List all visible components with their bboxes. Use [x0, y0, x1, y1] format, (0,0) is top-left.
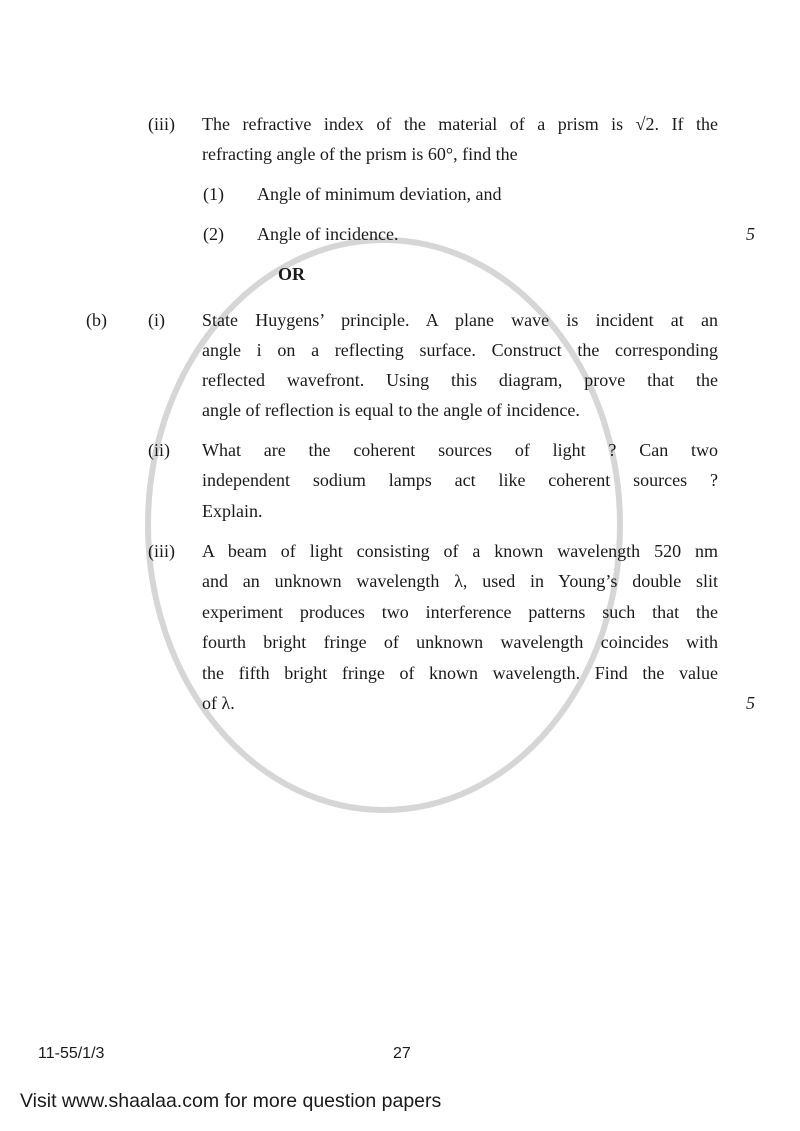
question-text-line: The refractive index of the material of a prism is √2. If the — [202, 114, 718, 134]
question-text-line: angle of reflection is equal to the angle of incidence. — [202, 400, 580, 420]
question-text-line: What are the coherent sources of light ? Can two — [202, 440, 718, 460]
question-text-line: refracting angle of the prism is 60°, find the — [202, 144, 518, 164]
question-text-line: A beam of light consisting of a known wavelength 520 nm — [202, 541, 718, 561]
question-text-line: Explain. — [202, 501, 263, 521]
question-text-line: fourth bright fringe of unknown wavelength coincides with — [202, 632, 718, 652]
or-separator: OR — [278, 264, 305, 284]
question-text-line: the fifth bright fringe of known wavelength. Find the value — [202, 663, 718, 683]
visit-link[interactable]: Visit www.shaalaa.com for more question papers — [20, 1090, 442, 1112]
question-label: (iii) — [148, 114, 175, 134]
question-text-line: experiment produces two interference patterns such that the — [202, 602, 718, 622]
question-text-line: angle i on a reflecting surface. Construct the corresponding — [202, 340, 718, 360]
marks: 5 — [746, 693, 755, 713]
sub-text: Angle of incidence. — [257, 224, 399, 244]
question-label: (iii) — [148, 541, 175, 561]
question-text-line: of λ. — [202, 693, 235, 713]
paper-code: 11-55/1/3 — [38, 1045, 105, 1062]
sub-text: Angle of minimum deviation, and — [257, 184, 502, 204]
question-text-line: and an unknown wavelength λ, used in Young’s double slit — [202, 571, 718, 591]
question-text-line: reflected wavefront. Using this diagram, prove that the — [202, 370, 718, 390]
sub-label: (2) — [203, 224, 224, 244]
question-label: (ii) — [148, 440, 170, 460]
page-number: 27 — [393, 1045, 411, 1062]
question-text-line: State Huygens’ principle. A plane wave is incident at an — [202, 310, 718, 330]
sub-label: (1) — [203, 184, 224, 204]
question-label: (i) — [148, 310, 165, 330]
part-label: (b) — [86, 310, 107, 330]
marks: 5 — [746, 224, 755, 244]
question-text-line: independent sodium lamps act like coherent sources ? — [202, 470, 718, 490]
